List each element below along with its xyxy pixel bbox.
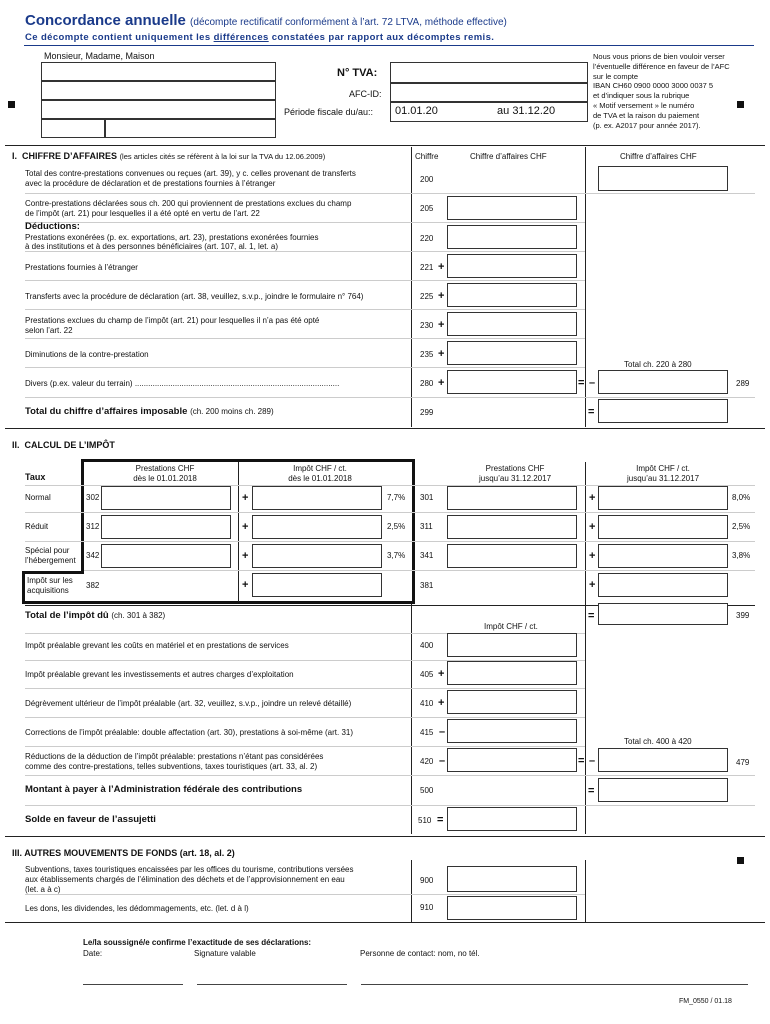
column-rule: [585, 604, 586, 834]
row-415-label: Corrections de l’impôt préalable: double affectation (art. 30), prestations à soi-même (art. 31): [25, 728, 354, 737]
col-ca2-header: Chiffre d’affaires CHF: [620, 152, 697, 161]
impot-col-header: Impôt CHF / ct.: [484, 622, 538, 631]
form-title: [25, 12, 507, 29]
code-225: 225: [420, 292, 434, 301]
plus-sign: +: [438, 697, 445, 709]
row-510-label: Solde en faveur de l’assujetti: [25, 814, 156, 825]
total-note-400-420: Total ch. 400 à 420: [624, 737, 692, 746]
row-divider: [25, 805, 755, 806]
column-rule: [585, 860, 586, 922]
row-divider: [84, 570, 755, 571]
col-header: jusqu’au 31.12.2017: [626, 474, 700, 483]
row-400-label: Impôt préalable grevant les coûts en matériel et en prestations de services: [25, 641, 289, 650]
row-divider: [25, 222, 585, 223]
code-280: 280: [420, 379, 434, 388]
title-text: Concordance annuelle: [25, 12, 186, 29]
col-header: Impôt CHF / ct.: [293, 464, 347, 473]
total-impot-label: [25, 611, 165, 621]
total-note-220-280: Total ch. 220 à 280: [624, 360, 692, 369]
field-500[interactable]: [598, 778, 728, 802]
section1-num: I.: [12, 151, 18, 161]
row-divider: [25, 251, 585, 252]
payment-info-line: l’éventuelle différence en faveur de l’AFC: [593, 61, 730, 71]
column-rule: [411, 860, 412, 922]
row-205-label: de l’impôt (art. 21) pour lesquelles il a été opté en vertu de l’art. 22: [25, 209, 260, 218]
row-500-label: Montant à payer à l’Administration fédérale des contributions: [25, 784, 303, 795]
payment-info-line: IBAN CH60 0900 0000 3000 0037 5: [593, 81, 714, 91]
section1-title: CHIFFRE D’AFFAIRES: [22, 151, 118, 161]
row-280-label: Divers (p.ex. valeur du terrain) ............................................................................................: [25, 379, 340, 388]
address-line-2[interactable]: [41, 81, 276, 100]
tva-label: N° TVA:: [337, 67, 378, 79]
section3-title: AUTRES MOUVEMENTS DE FONDS: [24, 848, 178, 858]
total-ca-text: Total du chiffre d’affaires imposable: [25, 406, 188, 417]
row-divider: [25, 367, 585, 368]
row-divider: [25, 193, 755, 194]
column-rule: [585, 147, 586, 427]
plus-sign: +: [242, 492, 249, 504]
field-381-tax[interactable]: [598, 573, 728, 597]
field-382-tax[interactable]: [252, 573, 382, 597]
row-235-label: Diminutions de la contre-prestation: [25, 350, 149, 359]
section-divider: [5, 836, 765, 837]
rate-342: 3,7%: [387, 551, 406, 560]
plus-sign: +: [438, 668, 445, 680]
row-divider: [25, 894, 585, 895]
code-900: 900: [420, 876, 434, 885]
section-divider: [5, 428, 765, 429]
afc-id-field[interactable]: [390, 83, 588, 102]
code-205: 205: [420, 204, 434, 213]
section-divider: [5, 922, 765, 923]
contact-line[interactable]: [361, 984, 748, 985]
code-405: 405: [420, 670, 434, 679]
code-311: 311: [420, 522, 433, 531]
col-header: Prestations CHF: [135, 464, 195, 473]
field-341-tax[interactable]: [598, 544, 728, 568]
col-ca-header: Chiffre d’affaires CHF: [470, 152, 547, 161]
field-301-tax[interactable]: [598, 486, 728, 510]
col-header: Impôt CHF / ct.: [636, 464, 690, 473]
plus-sign: +: [438, 290, 445, 302]
field-302-tax[interactable]: [252, 486, 382, 510]
rate-label-reduit: Réduit: [25, 522, 49, 531]
field-900[interactable]: [447, 866, 577, 892]
rate-341: 3,8%: [732, 551, 751, 560]
code-302: 302: [86, 493, 100, 502]
minus-sign: –: [439, 726, 446, 738]
equals-sign: =: [437, 814, 444, 826]
code-200: 200: [420, 175, 434, 184]
row-420-label: comme des contre-prestations, telles subventions, taxes touristiques (art. 33, al. 2): [25, 762, 318, 771]
rate-label-acquisitions: Impôt sur les acquisitions: [27, 576, 73, 595]
row-220-label: à des institutions et à des personnes bénéficiaires (art. 107, al. 1, let. a): [25, 242, 279, 251]
section3-note: (art. 18, al. 2): [179, 848, 235, 858]
row-410-label: Dégrèvement ultérieur de l’impôt préalable (art. 32, veuillez, s.v.p., joindre un relevé détaillé): [25, 699, 352, 708]
field-301[interactable]: [447, 486, 577, 510]
field-200[interactable]: [598, 166, 728, 191]
plus-sign: +: [589, 521, 596, 533]
field-410[interactable]: [447, 690, 577, 714]
signature-label: Signature valable: [194, 949, 256, 958]
title-note: (décompte rectificatif conformément à l’art. 72 LTVA, méthode effective): [190, 17, 507, 28]
plus-sign: +: [242, 579, 249, 591]
row-divider: [25, 512, 755, 513]
plus-sign: +: [438, 377, 445, 389]
minus-sign: –: [439, 755, 446, 767]
code-410: 410: [420, 699, 434, 708]
field-342[interactable]: [101, 544, 231, 568]
row-divider: [25, 746, 585, 747]
plus-sign: +: [589, 550, 596, 562]
equals-sign: =: [588, 785, 595, 797]
field-415[interactable]: [447, 719, 577, 743]
row-230-label: selon l’art. 22: [25, 326, 73, 335]
tax-2018-frame-notch: [22, 571, 84, 574]
period-to-prefix: au: [497, 105, 510, 117]
column-rule: [411, 604, 412, 834]
total-impot-text: Total de l’impôt dû: [25, 610, 109, 621]
section1-note: (les articles cités se réfèrent à la loi sur la TVA du 12.06.2009): [119, 152, 326, 161]
row-220-label: Prestations exonérées (p. ex. exportations, art. 23), prestations exonérées fournies: [25, 233, 319, 242]
plus-sign: +: [438, 261, 445, 273]
total-ca-label: [25, 407, 274, 417]
registration-mark-right: [737, 857, 744, 864]
field-399[interactable]: [598, 603, 728, 625]
code-342: 342: [86, 551, 100, 560]
total-ca-note: (ch. 200 moins ch. 289): [190, 407, 274, 416]
minus-sign: –: [589, 755, 596, 767]
row-200-label: Total des contre-prestations convenues ou reçues (art. 39), y c. celles provenant de transferts: [25, 169, 356, 178]
period-to-value: 31.12.20: [512, 105, 556, 117]
code-510: 510: [418, 816, 432, 825]
row-divider: [25, 397, 755, 398]
contact-label: Personne de contact: nom, no tél.: [360, 949, 480, 958]
city-field[interactable]: [105, 119, 276, 138]
rate-301: 8,0%: [732, 493, 751, 502]
row-divider: [25, 688, 585, 689]
field-221[interactable]: [447, 254, 577, 278]
plus-sign: +: [438, 319, 445, 331]
code-382: 382: [86, 581, 100, 590]
code-910: 910: [420, 903, 434, 912]
field-400[interactable]: [447, 633, 577, 657]
equals-sign: =: [588, 610, 595, 622]
row-divider: [25, 338, 585, 339]
signature-line[interactable]: [197, 984, 347, 985]
section2-heading: [12, 440, 115, 450]
code-400: 400: [420, 641, 434, 650]
payment-info-line: « Motif versement » le numéro: [593, 100, 695, 110]
minus-sign: –: [589, 377, 596, 389]
field-299[interactable]: [598, 399, 728, 423]
code-220: 220: [420, 234, 434, 243]
tax-2018-frame-notch-left: [22, 571, 25, 604]
field-280[interactable]: [447, 370, 577, 394]
payment-info-line: Nous vous prions de bien vouloir verser: [593, 52, 725, 61]
section-divider: [5, 145, 765, 146]
plus-sign: +: [589, 579, 596, 591]
rate-302: 7,7%: [387, 493, 406, 502]
field-225[interactable]: [447, 283, 577, 307]
payment-info-line: de TVA et la raison du paiement: [593, 110, 700, 120]
period-from: 01.01.20: [395, 105, 438, 117]
code-230: 230: [420, 321, 434, 330]
field-205[interactable]: [447, 196, 577, 220]
field-total-400-420[interactable]: [598, 748, 728, 772]
code-420: 420: [420, 757, 434, 766]
period-label: Période fiscale du/au::: [284, 107, 374, 117]
registration-mark-left: [8, 101, 15, 108]
code-289: 289: [736, 379, 750, 388]
row-900-label: aux établissements chargés de l’élimination des déchets et de l’approvisionnement en eau: [25, 875, 345, 884]
row-200-label: avec la procédure de déclaration et de prestations fournies à l’étranger: [25, 179, 276, 188]
field-910[interactable]: [447, 896, 577, 920]
address-line-1[interactable]: [41, 62, 276, 81]
payment-info: [593, 52, 730, 130]
code-341: 341: [420, 551, 434, 560]
deductions-heading: Déductions:: [25, 221, 80, 232]
row-910-label: Les dons, les dividendes, les dédommagements, etc. (let. d à l): [25, 904, 249, 913]
date-label: Date:: [83, 949, 103, 958]
field-311-tax[interactable]: [598, 515, 728, 539]
rate-311: 2,5%: [732, 522, 751, 531]
section2-num: II.: [12, 440, 20, 450]
field-220[interactable]: [447, 225, 577, 249]
rate-label-special: Spécial pour l’hébergement: [25, 546, 76, 565]
col-header: dès le 01.01.2018: [288, 474, 352, 483]
plus-sign: +: [589, 492, 596, 504]
field-510[interactable]: [447, 807, 577, 831]
section1-heading: [12, 151, 325, 162]
field-311[interactable]: [447, 515, 577, 539]
row-divider: [25, 280, 585, 281]
row-225-label: Transferts avec la procédure de déclaration (art. 38, veuillez, s.v.p., joindre le formulaire n° 764): [25, 292, 364, 301]
tva-number-field[interactable]: [390, 62, 588, 83]
field-312-tax[interactable]: [252, 515, 382, 539]
code-500: 500: [420, 786, 434, 795]
field-235[interactable]: [447, 341, 577, 365]
subtitle: [25, 32, 494, 43]
field-342-tax[interactable]: [252, 544, 382, 568]
row-420-label: Réductions de la déduction de l’impôt préalable: prestations n’étant pas considérées: [25, 752, 324, 761]
plus-sign: +: [242, 550, 249, 562]
row-divider: [25, 541, 755, 542]
row-405-label: Impôt préalable grevant les investissements et autres charges d’exploitation: [25, 670, 294, 679]
rate-label-normal: Normal: [25, 493, 51, 502]
column-rule: [411, 147, 412, 427]
field-312[interactable]: [101, 515, 231, 539]
rate-312: 2,5%: [387, 522, 406, 531]
row-divider: [25, 775, 755, 776]
afc-label: AFC-ID:: [349, 89, 382, 99]
code-399: 399: [736, 611, 750, 620]
plus-sign: +: [242, 521, 249, 533]
postal-code-field[interactable]: [41, 119, 105, 138]
taux-header: Taux: [25, 472, 46, 482]
field-341[interactable]: [447, 544, 577, 568]
col-code-header: Chiffre: [415, 152, 439, 161]
payment-info-line: et d’indiquer sous la rubrique: [593, 91, 690, 101]
column-rule: [238, 462, 239, 602]
code-479: 479: [736, 758, 750, 767]
address-line-3[interactable]: [41, 100, 276, 119]
field-420[interactable]: [447, 748, 577, 772]
plus-sign: +: [438, 348, 445, 360]
code-415: 415: [420, 728, 434, 737]
row-divider: [25, 717, 585, 718]
col-header: jusqu’au 31.12.2017: [478, 474, 552, 483]
row-divider: [25, 309, 585, 310]
row-900-label: (let. a à c): [25, 885, 61, 894]
payment-info-line: sur le compte: [593, 71, 639, 81]
col-header: dès le 01.01.2018: [133, 474, 197, 483]
equals-sign: =: [578, 755, 585, 767]
section2-title: CALCUL DE L’IMPÔT: [24, 440, 115, 450]
tax-2018-frame-left: [81, 459, 84, 574]
period-to: [497, 105, 555, 117]
date-signature-line[interactable]: [83, 984, 183, 985]
row-900-label: Subventions, taxes touristiques encaissées par les offices du tourisme, contributions versées: [25, 865, 354, 874]
tax-2018-frame-bottom: [22, 601, 84, 604]
equals-sign: =: [588, 406, 595, 418]
subtitle-emphasis: différences: [213, 32, 269, 43]
code-221: 221: [420, 263, 434, 272]
field-302[interactable]: [101, 486, 231, 510]
code-312: 312: [86, 522, 100, 531]
field-total-220-280[interactable]: [598, 370, 728, 394]
total-impot-note: (ch. 301 à 382): [111, 611, 166, 620]
code-235: 235: [420, 350, 434, 359]
salutation: Monsieur, Madame, Maison: [44, 51, 155, 61]
field-230[interactable]: [447, 312, 577, 336]
form-id: FM_0550 / 01.18: [679, 998, 732, 1005]
section3-heading: [12, 848, 235, 858]
row-205-label: Contre-prestations déclarées sous ch. 200 qui proviennent de prestations exclues du champ: [25, 199, 352, 208]
equals-sign: =: [578, 377, 585, 389]
code-381: 381: [420, 581, 434, 590]
field-405[interactable]: [447, 661, 577, 685]
section3-num: III.: [12, 848, 23, 858]
header-rule: [24, 45, 754, 46]
confirm-statement: Le/la soussigné/e confirme l’exactitude de ses déclarations:: [83, 938, 312, 947]
registration-mark-right: [737, 101, 744, 108]
subtitle-post: constatées par rapport aux décomptes remis.: [268, 32, 495, 43]
col-header: Prestations CHF: [485, 464, 545, 473]
row-221-label: Prestations fournies à l’étranger: [25, 263, 138, 272]
row-230-label: Prestations exclues du champ de l’impôt (art. 21) pour lesquelles il n’a pas été opté: [25, 316, 320, 325]
subtitle-pre: Ce décompte contient uniquement les: [25, 32, 214, 43]
code-301: 301: [420, 493, 434, 502]
payment-info-line: (p. ex. A2017 pour année 2017).: [593, 120, 701, 130]
code-299: 299: [420, 408, 434, 417]
